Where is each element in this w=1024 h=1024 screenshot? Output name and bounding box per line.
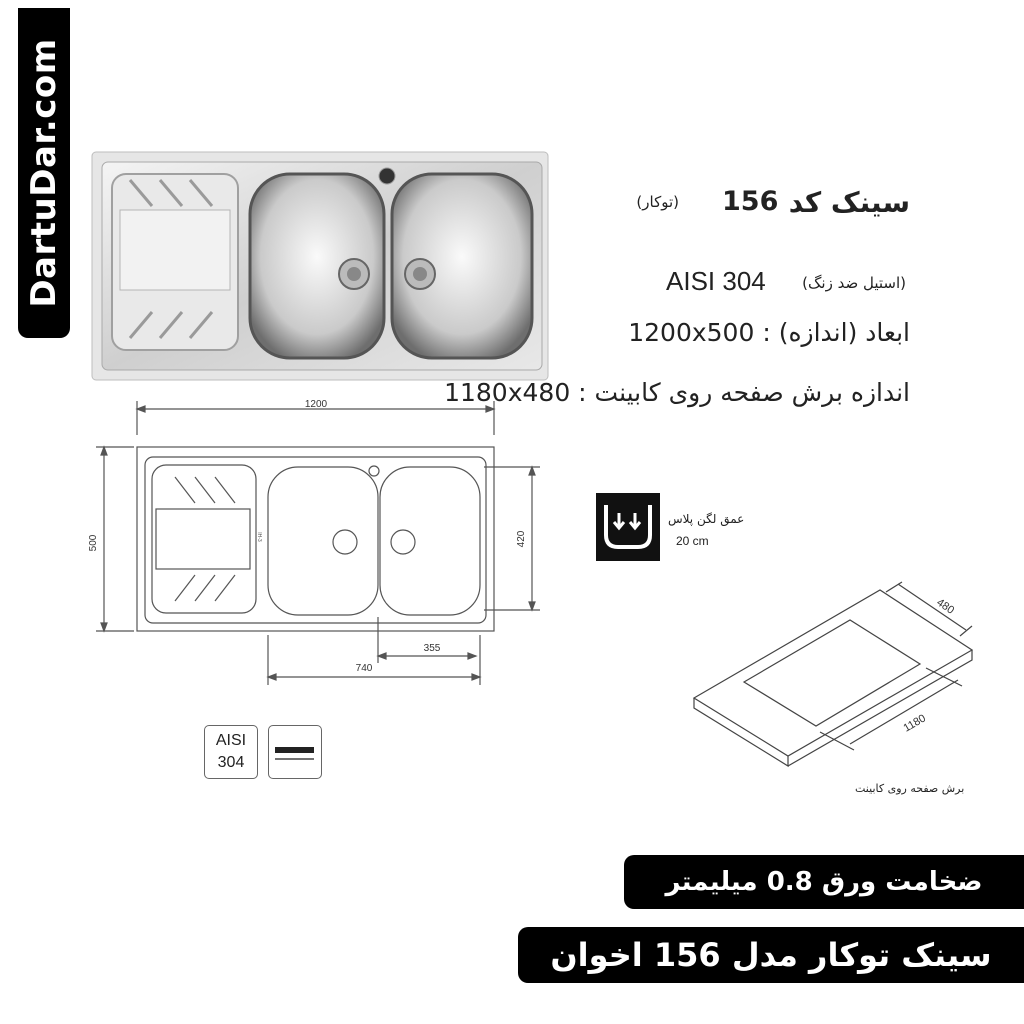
inner-height-label: 420 bbox=[516, 530, 527, 548]
badge-line2: 304 bbox=[217, 754, 245, 771]
sheet-thickness-icon bbox=[268, 725, 322, 779]
technical-drawing bbox=[80, 395, 560, 690]
cutout-width-label: 480 bbox=[934, 596, 957, 617]
badge-line1: AISI bbox=[215, 732, 247, 749]
depth-value: 20 cm bbox=[676, 534, 709, 548]
drawing-marking: IH-3 bbox=[256, 532, 262, 542]
cutout-length-label: 1180 bbox=[901, 712, 928, 735]
depth-label: عمق لگن پلاس bbox=[668, 512, 745, 526]
dimensions-line: 1200x500 : ابعاد (اندازه) bbox=[628, 318, 910, 347]
steel-badge bbox=[204, 725, 258, 779]
bowls-width-label: 740 bbox=[355, 663, 373, 674]
model-banner: سینک توکار مدل 156 اخوان bbox=[518, 927, 1024, 983]
product-code: 156 bbox=[722, 186, 779, 217]
mount-type: (توکار) bbox=[636, 193, 679, 211]
cut-size-line: 1180x480 : اندازه برش صفحه روی کابینت bbox=[444, 378, 910, 407]
bowl-width-label: 355 bbox=[423, 643, 441, 654]
brand-site: DartuDar.com bbox=[24, 38, 64, 308]
width-label: 1200 bbox=[304, 399, 328, 410]
cutout-caption: برش صفحه روی کابینت bbox=[855, 782, 965, 795]
thickness-banner: ضخامت ورق 0.8 میلیمتر bbox=[624, 855, 1024, 909]
basin-depth-icon bbox=[596, 493, 660, 561]
steel-label: (استیل ضد زنگ) bbox=[802, 274, 906, 292]
steel-grade: AISI 304 bbox=[666, 266, 766, 296]
sink-photo bbox=[90, 150, 550, 382]
cabinet-cutout-drawing bbox=[690, 580, 990, 780]
height-label: 500 bbox=[88, 534, 99, 552]
product-title: سینک کد bbox=[788, 186, 910, 219]
brand-tab bbox=[18, 8, 70, 338]
